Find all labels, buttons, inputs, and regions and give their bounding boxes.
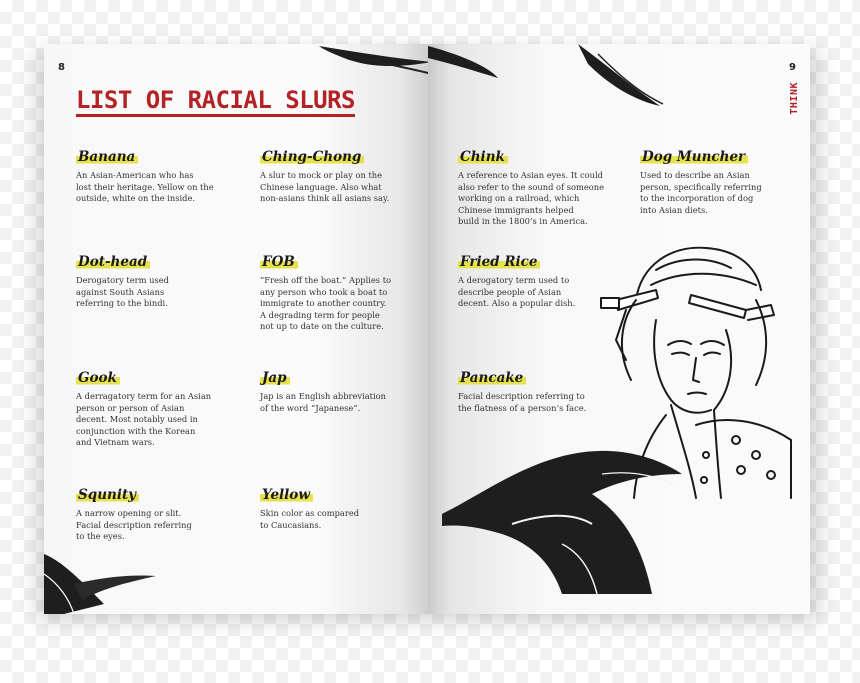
page-title: LIST OF RACIAL SLURS <box>76 86 355 117</box>
term-yellow: Yellow <box>260 487 313 503</box>
desc-ching-chong: A slur to mock or play on the Chinese language. Also what non-asians think all asians say. <box>260 170 390 203</box>
entry-dog-muncher <box>640 146 780 216</box>
term-banana: Banana <box>76 149 138 165</box>
right-page <box>428 44 810 614</box>
term-jap: Jap <box>260 370 290 386</box>
desc-squnity: A narrow opening or slit. Facial description referring to the eyes. <box>76 508 192 541</box>
desc-fob: “Fresh off the boat.” Applies to any person who took a boat to immigrate to another country. A degrading term for people not up to date on the culture. <box>260 275 392 331</box>
ink-splash-bottom-right <box>442 434 702 604</box>
ink-stroke-top-right <box>428 44 628 114</box>
left-page <box>44 44 428 614</box>
page-number-left: 8 <box>58 62 65 73</box>
term-fried-rice: Fried Rice <box>458 254 540 270</box>
term-fob: FOB <box>260 254 298 270</box>
entry-chink <box>458 146 608 228</box>
entry-pancake <box>458 367 608 414</box>
entry-jap <box>260 367 400 414</box>
term-dot-head: Dot-head <box>76 254 150 270</box>
ink-stroke-bottom-left <box>44 544 164 614</box>
entry-squnity <box>76 484 216 543</box>
page-number-right: 9 <box>789 62 796 73</box>
ink-stroke-top-left <box>314 44 428 84</box>
desc-chink: A reference to Asian eyes. It could also refer to the sound of someone working on a railroad, which Chinese immigrants helped build in the 1800’s in America. <box>458 170 605 226</box>
section-tag: THINK <box>789 82 800 115</box>
entry-yellow <box>260 484 400 531</box>
entry-gook <box>76 367 216 449</box>
entry-fried-rice <box>458 251 598 310</box>
entry-banana <box>76 146 216 205</box>
entry-ching-chong <box>260 146 400 205</box>
desc-banana: An Asian-American who has lost their heritage. Yellow on the outside, white on the inside. <box>76 170 214 203</box>
entry-fob <box>260 251 400 333</box>
term-ching-chong: Ching-Chong <box>260 149 364 165</box>
desc-jap: Jap is an English abbreviation of the word “Japanese”. <box>260 391 387 413</box>
term-gook: Gook <box>76 370 120 386</box>
desc-dog-muncher: Used to describe an Asian person, specifically referring to the incorporation of dog into Asian diets. <box>640 170 762 215</box>
desc-fried-rice: A derogatory term used to describe people of Asian decent. Also a popular dish. <box>458 275 576 308</box>
desc-gook: A derragatory term for an Asian person or person of Asian decent. Most notably used in conjunction with the Korean and Vietnam wars. <box>76 391 212 447</box>
term-chink: Chink <box>458 149 508 165</box>
term-squnity: Squnity <box>76 487 139 503</box>
desc-yellow: Skin color as compared to Caucasians. <box>260 508 360 530</box>
entry-dot-head <box>76 251 216 310</box>
term-dog-muncher: Dog Muncher <box>640 149 748 165</box>
term-pancake: Pancake <box>458 370 526 386</box>
desc-dot-head: Derogatory term used against South Asians referring to the bindi. <box>76 275 169 308</box>
desc-pancake: Facial description referring to the flatness of a person’s face. <box>458 391 587 413</box>
